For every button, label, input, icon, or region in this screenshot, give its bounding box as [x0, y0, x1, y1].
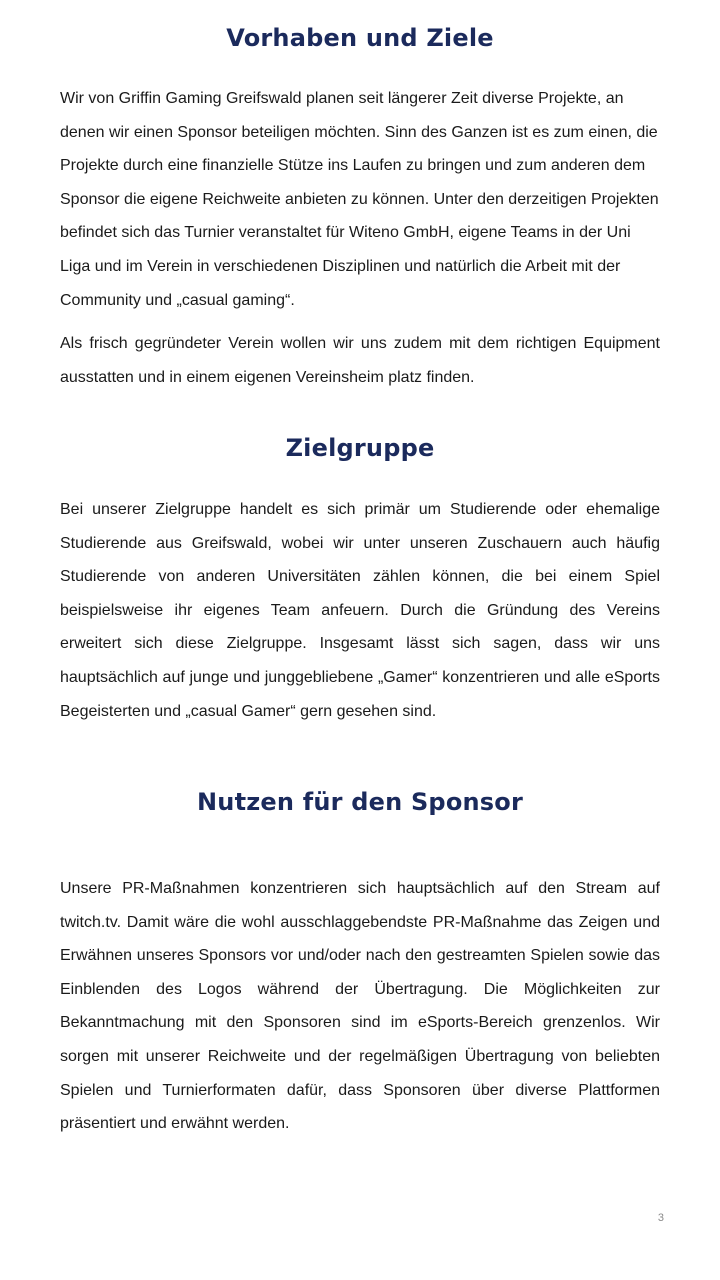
goals-paragraph-1: Wir von Griffin Gaming Greifswald planen seit längerer Zeit diverse Projekte, an denen wir einen Sponsor beteiligen möchten. Sinn des Ganzen ist es zum einen, die Projekte durch eine finanzielle Stütze ins Laufen zu bringen und zum anderen dem Sponsor die eigene Reichweite anbieten zu können. Unter den derzeitigen Projekten befindet sich das Turnier veranstaltet für Witeno GmbH, eigene Teams in der Uni Liga und im Verein in verschiedenen Disziplinen und natürlich die Arbeit mit der Community und „casual gaming“. [60, 90, 659, 309]
sponsor-paragraph: Unsere PR-Maßnahmen konzentrieren sich hauptsächlich auf den Stream auf twitch.tv. Damit wäre die wohl ausschlaggebendste PR-Maßnahme das Zeigen und Erwähnen unseres Sponsors vor und/oder nach den gestreamten Spielen sowie das Einblenden des Logos während der Übertragung. Die Möglichkeiten zur Bekanntmachung mit den Sponsoren sind im eSports-Bereich grenzenlos. Wir sorgen mit unserer Reichweite und der regelmäßigen Übertragung von beliebten Spielen und Turnierformaten dafür, dass Sponsoren über diverse Plattformen präsentiert und erwähnt werden. [60, 880, 660, 1133]
goals-paragraph-2: Als frisch gegründeter Verein wollen wir uns zudem mit dem richtigen Equipment ausstatten und in einem eigenen Vereinsheim platz finden. [60, 335, 660, 386]
heading-sponsor: Nutzen für den Sponsor [197, 788, 523, 816]
audience-paragraph: Bei unserer Zielgruppe handelt es sich primär um Studierende oder ehemalige Studierende aus Greifswald, wobei wir unter unseren Zuschauern auch häufig Studierende von anderen Universitäten zählen können, die bei einem Spiel beispielsweise ihr eigenes Team anfeuern. Durch die Gründung des Vereins erweitert sich diese Zielgruppe. Insgesamt lässt sich sagen, dass wir uns hauptsächlich auf junge und junggebliebene „Gamer“ konzentrieren und alle eSports Begeisterten und „casual Gamer“ gern gesehen sind. [60, 501, 660, 720]
page-number: 3 [657, 1212, 664, 1224]
heading-audience: Zielgruppe [285, 434, 435, 462]
heading-goals: Vorhaben und Ziele [226, 24, 494, 52]
